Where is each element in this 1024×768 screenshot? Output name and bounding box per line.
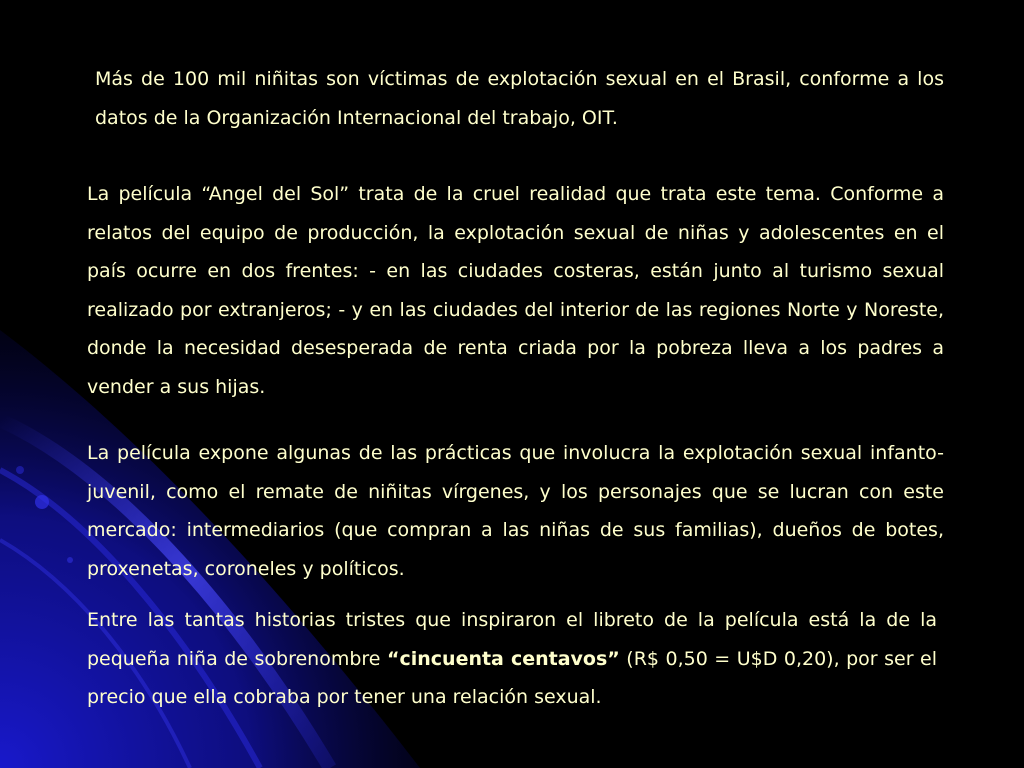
paragraph-story	[87, 601, 937, 717]
story-nickname-bold: “cincuenta centavos”	[386, 647, 620, 670]
story-text-after: (R$ 0,50 = U$D 0,20), por ser el precio que ella cobraba por tener una relación sexual.	[87, 647, 937, 708]
story-text-before: Entre las tantas historias tristes que inspiraron el libreto de la película está la de la pequeña niña de sobrenombre	[87, 609, 937, 670]
paragraph-film-summary: La película “Angel del Sol” trata de la cruel realidad que trata este tema. Conforme a relatos del equipo de producción, la explotación sexual de niñas y adolescentes en el país ocurre en dos frentes: - en las ciudades costeras, están junto al turismo sexual realizado por extranjeros; - y en las ciudades del interior de las regiones Norte y Noreste, donde la necesidad desesperada de renta criada por la pobreza lleva a los padres a vender a sus hijas.	[87, 183, 944, 398]
paragraph-statistics: Más de 100 mil niñitas son víctimas de explotación sexual en el Brasil, conforme a los datos de la Organización Internacional del trabajo, OIT.	[95, 68, 944, 129]
paragraph-film-practices: La película expone algunas de las prácticas que involucra la explotación sexual infanto-juvenil, como el remate de niñitas vírgenes, y los personajes que se lucran con este mercado: intermediarios (que compran a las niñas de sus familias), dueños de botes, proxenetas, coroneles y políticos.	[87, 442, 944, 580]
